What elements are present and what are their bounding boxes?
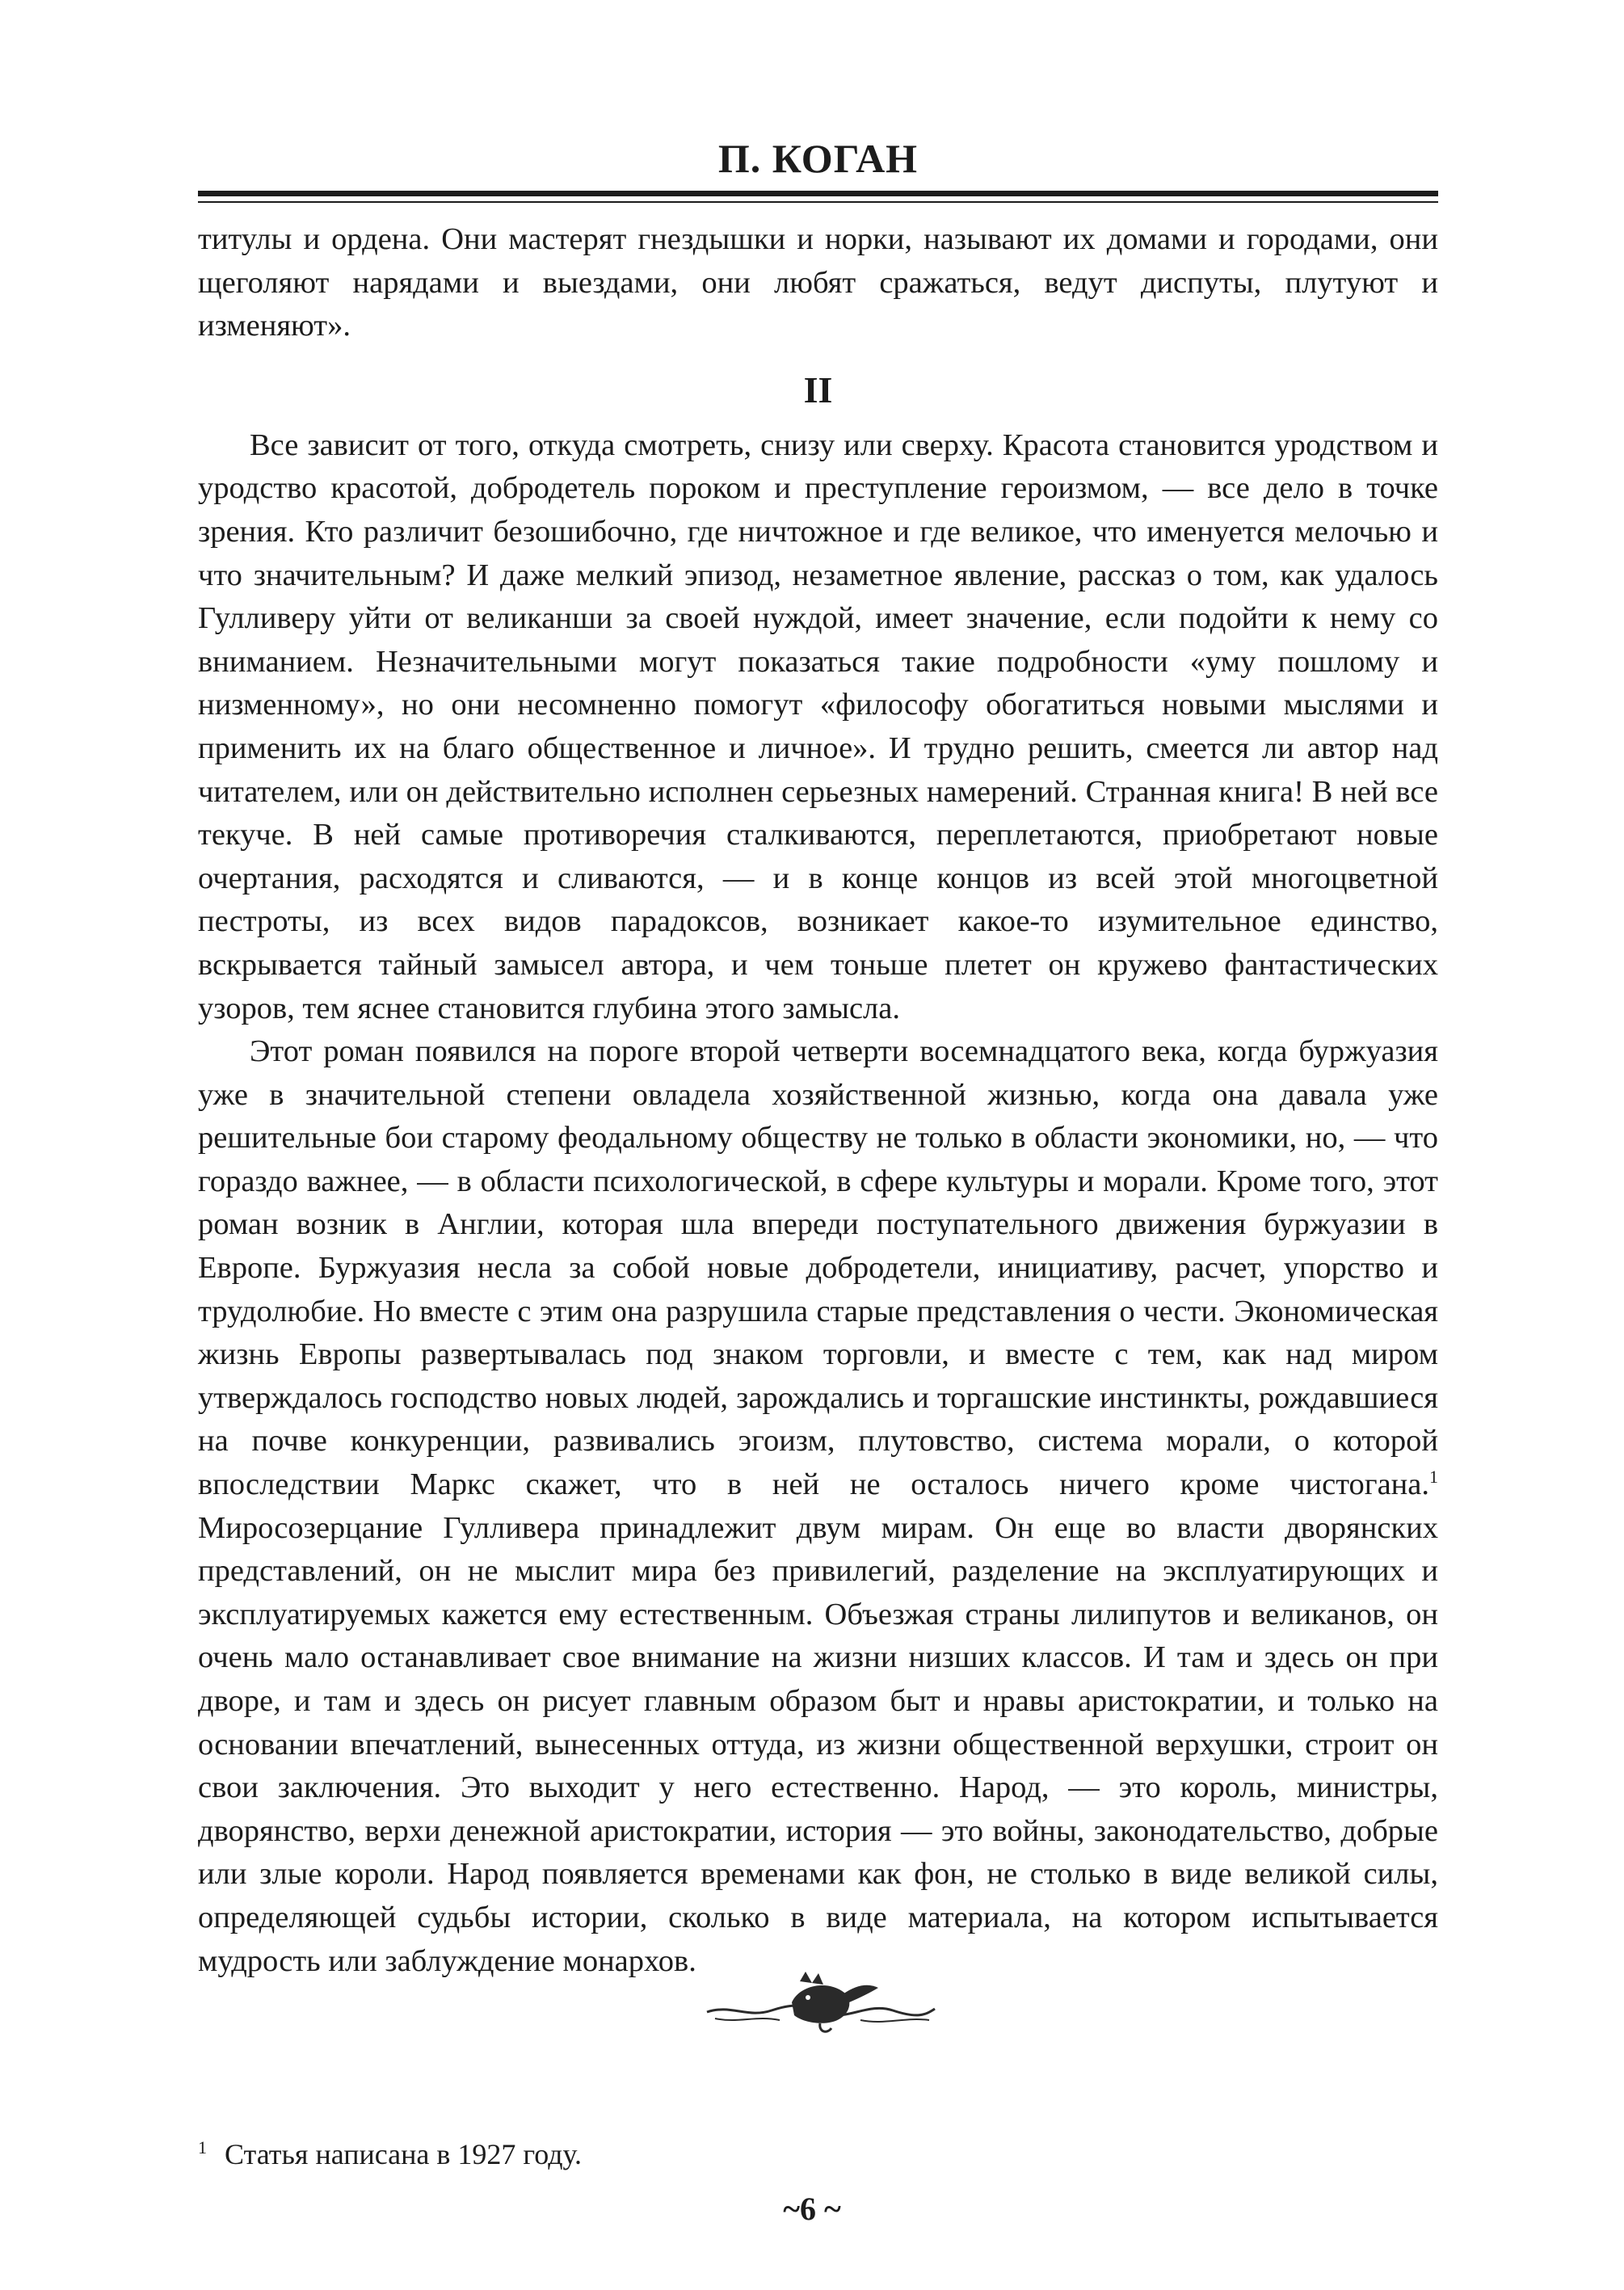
header-title: П. КОГАН: [717, 136, 919, 181]
paragraph-1: Все зависит от того, откуда смотреть, снизу или сверху. Красота становится уродством и уродство красотой, добродетель пороком и преступление героизмом, — все дело в точке зрения. Кто различит безошибочно, где ничтожное и где великое, что именуется мелочью и что значительным? И даже мелкий эпизод, незаметное явление, рассказ о том, как удалось Гулливеру уйти от великанши за своей нуждой, имеет значение, если подойти к нему со вниманием. Незначительными могут показаться такие подробности «уму пошлому и низменному», но они несомненно помогут «философу обогатиться новыми мыслями и применить их на благо общественное и личное». И трудно решить, смеется ли автор над читателем, или он действительно исполнен серьезных намерений. Странная книга! В ней все текуче. В ней самые противоречия сталкиваются, переплетаются, приобретают новые очертания, расходятся и сливаются, — и в конце концов из всей этой многоцветной пестроты, из всех видов парадоксов, возникает какое-то изумительное единство, вскрывается тайный замысел автора, и чем тоньше плетет он кружево фантастических узоров, тем яснее становится глубина этого замысла.: [198, 427, 1438, 1025]
footnote-reference: 1: [1429, 1467, 1438, 1488]
paragraph-2-part-1: Этот роман появился на пороге второй четверти восемнадцатого века, когда буржуазия уже в значительной степени овладела хозяйственной жизнью, когда она давала уже решительные бои старому феодальному обществу не только в области экономики, но, — что гораздо важнее, — в области психологической, в сфере культуры и морали. Кроме того, этот роман возник в Англии, которая шла впереди поступательного движения буржуазии в Европе. Буржуазия несла за собой новые добродетели, инициативу, расчет, упорство и трудолюбие. Но вместе с этим она разрушила старые представления о чести. Экономическая жизнь Европы развертывалась под знаком торговли, и вместе с тем, как над миром утверждалось господство новых людей, зарождались и торгашские инстинкты, рождавшиеся на почве конкуренции, развивались эгоизм, плутовство, система морали, о которой впоследствии Маркс скажет, что в ней не осталось ничего кроме чистогана.: [198, 1034, 1438, 1502]
paragraph-2: [198, 1030, 1438, 1983]
header-rule-thick: [198, 191, 1438, 196]
section-heading: II: [803, 368, 833, 410]
header-rule-thin: [198, 201, 1438, 203]
running-header: [198, 136, 1438, 181]
body-text: [198, 218, 1438, 1983]
page-number: ~6 ~: [783, 2191, 841, 2227]
paragraph-2-part-2: Миросозерцание Гулливера принадлежит двум мирам. Он еще во власти дворянских представлений, он не мыслит мира без привилегий, разделение на эксплуатирующих и эксплуатируемых кажется ему естественным. Объезжая страны лилипутов и великанов, он очень мало останавливает свое внимание на жизни низших классов. И там и здесь он при дворе, и там и здесь он рисует главным образом быт и нравы аристократии, и только на основании впечатлений, вынесенных оттуда, из жизни общественной верхушки, строит он свои заключения. Это выходит у него естественно. Народ, — это король, министры, дворянство, верхи денежной аристократии, история — это войны, законодательство, добрые или злые короли. Народ появляется временами как фон, не столько в виде великой силы, определяющей судьбы истории, сколько в виде материала, на котором испытывается мудрость или заблуждение монархов.: [198, 1510, 1438, 1978]
footnote-text: Статья написана в 1927 году.: [225, 2138, 582, 2170]
continuation-paragraph: титулы и ордена. Они мастерят гнездышки и норки, называют их домами и городами, они щеголяют нарядами и выездами, они любят сражаться, ведут диспуты, плутуют и изменяют».: [198, 222, 1438, 343]
footnote-number: 1: [198, 2137, 207, 2157]
footnote: [198, 2130, 582, 2172]
fish-fleuron-icon: [699, 1970, 941, 2039]
